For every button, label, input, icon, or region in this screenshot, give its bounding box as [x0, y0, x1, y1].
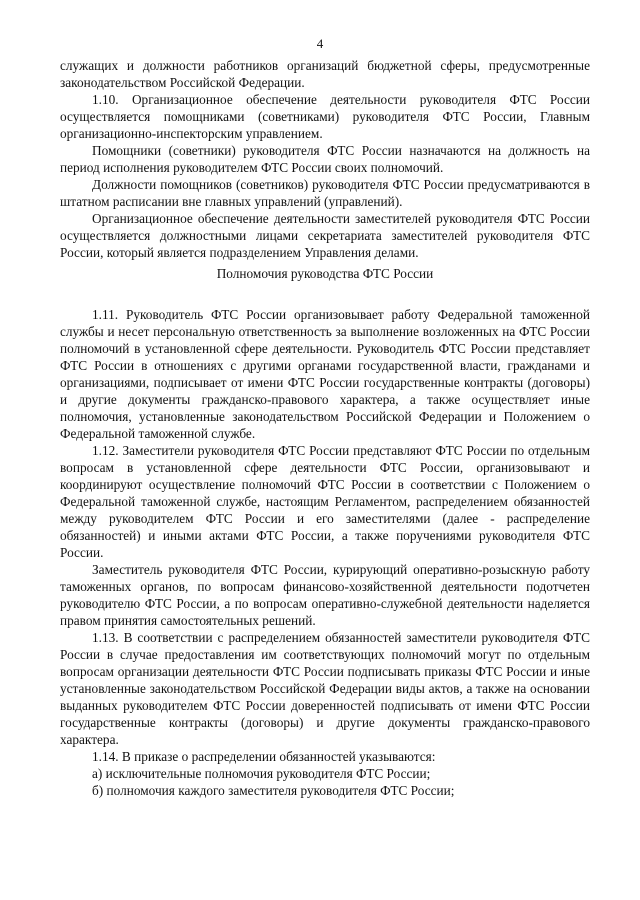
list-item-a: а) исключительные полномочия руководителя ФТС России; [92, 766, 431, 781]
paragraph-1-13: 1.13. В соответствии с распределением обязанностей заместители руководителя ФТС России в случае предоставления им соответствующих полномочий могут по отдельным вопросам организации деятельности ФТС России подписывать приказы ФТС России и иные установленные законодательством Российской Федерации виды актов, а также на основании выданных руководителем ФТС России доверенностей подписывать от имени ФТС России государственные контракты (договоры) и другие документы гражданско-правового характера. [60, 630, 590, 747]
paragraph-1-10: 1.10. Организационное обеспечение деятельности руководителя ФТС России осуществляется помощниками (советниками) руководителя ФТС России, Главным организационно-инспекторским управлением. [60, 92, 590, 141]
section-heading: Полномочия руководства ФТС России [216, 266, 434, 281]
paragraph-continuation: служащих и должности работников организаций бюджетной сферы, предусмотренные законодательством Российской Федерации. [60, 58, 590, 90]
paragraph-deputy-operative: Заместитель руководителя ФТС России, курирующий оперативно-розыскную работу таможенных органов, по вопросам финансово-хозяйственной деятельности подотчетен руководителю ФТС России, а по вопросам оперативно-служебной деятельности наделяется правом принятия самостоятельных решений. [60, 562, 590, 628]
paragraph-deputies-support: Организационное обеспечение деятельности заместителей руководителя ФТС России осуществляется должностными лицами секретариата заместителей руководителя ФТС России, который является подразделением Управления делами. [60, 211, 590, 260]
paragraph-assistants-appointment: Помощники (советники) руководителя ФТС России назначаются на должность на период исполнения руководителем ФТС России своих полномочий. [60, 143, 590, 175]
paragraph-1-11: 1.11. Руководитель ФТС России организовывает работу Федеральной таможенной службы и несет персональную ответственность за выполнение возложенных на ФТС России полномочий в установленной сфере деятельности. Руководитель ФТС России представляет ФТС России в отношениях с другими органами государственной власти, гражданами и организациями, подписывает от имени ФТС России государственные контракты (договоры) и другие документы гражданско-правового характера, а также осуществляет иные полномочия, установленные законодательством Российской Федерации и Положением о Федеральной таможенной службе. [60, 307, 590, 441]
paragraph-assistants-positions: Должности помощников (советников) руководителя ФТС России предусматриваются в штатном расписании вне главных управлений (управлений). [60, 177, 590, 209]
list-item-b: б) полномочия каждого заместителя руководителя ФТС России; [92, 783, 455, 798]
paragraph-1-12: 1.12. Заместители руководителя ФТС России представляют ФТС России по отдельным вопросам в установленной сфере деятельности ФТС России, организовывают и координируют осуществление полномочий ФТС России в соответствии с Положением о Федеральной таможенной службе, настоящим Регламентом, распределением обязанностей между руководителем ФТС России и его заместителями (далее - распределение обязанностей) и иными актами ФТС России, а также поручениями руководителя ФТС России. [60, 443, 590, 560]
document-body [60, 57, 590, 799]
paragraph-1-14: 1.14. В приказе о распределении обязанностей указываются: [92, 749, 436, 764]
page-number: 4 [316, 36, 324, 51]
